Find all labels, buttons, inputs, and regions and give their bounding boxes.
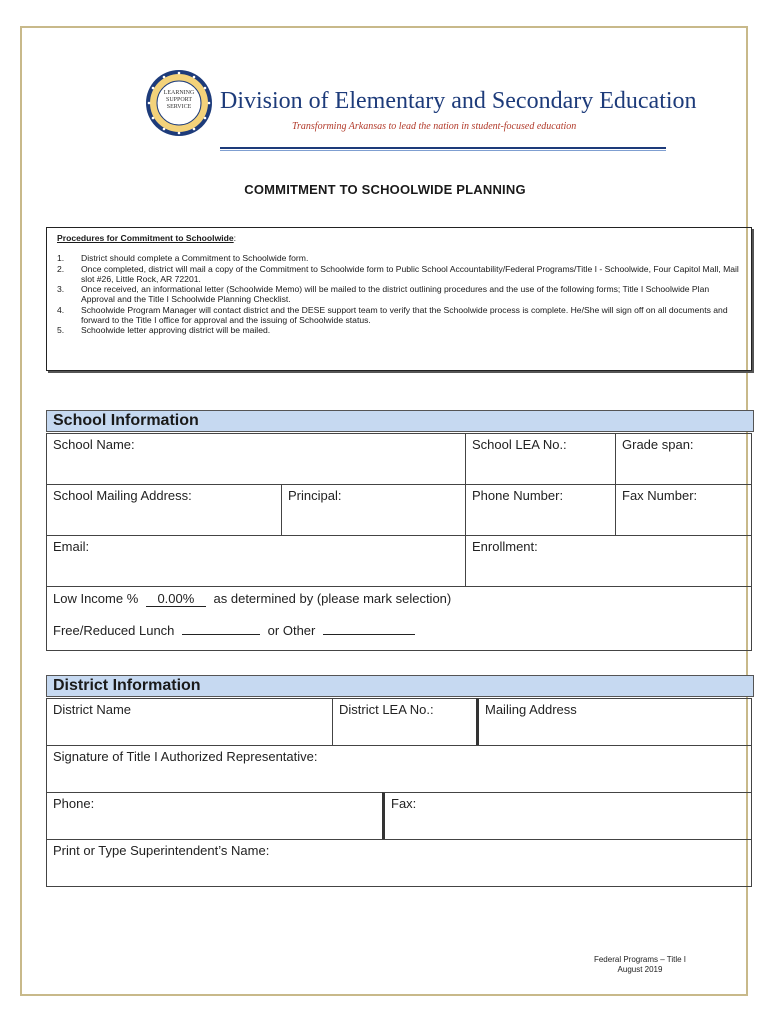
school-name-field[interactable]: School Name: — [46, 433, 466, 485]
list-item: 5. Schoolwide letter approving district will be mailed. — [57, 325, 271, 336]
principal-field[interactable]: Principal: — [281, 484, 466, 536]
page-footer — [560, 955, 720, 975]
footer-line-1: Federal Programs – Title I — [593, 955, 687, 964]
district-fax-field[interactable]: Fax: — [382, 792, 752, 840]
document-title: COMMITMENT TO SCHOOLWIDE PLANNING — [244, 182, 526, 197]
free-reduced-lunch-label: Free/Reduced Lunch — [53, 623, 175, 638]
low-income-description: as determined by (please mark selection) — [213, 591, 452, 606]
list-item: 3. Once received, an informational letter (Schoolwide Memo) will be mailed to the district outlining procedures and the use of the following forms; Title I Schoolwide Plan Approval and the Title I Schoolwide Planning Checklist. — [57, 284, 710, 305]
footer-line-2: August 2019 — [617, 965, 663, 974]
school-mailing-address-field[interactable]: School Mailing Address: — [46, 484, 282, 536]
phone-number-field[interactable]: Phone Number: — [465, 484, 616, 536]
school-info-header: School Information — [46, 410, 754, 432]
school-lea-field[interactable]: School LEA No.: — [465, 433, 616, 485]
list-item: 1. District should complete a Commitment to Schoolwide form. — [57, 253, 309, 264]
procedures-list — [57, 253, 741, 335]
letterhead-rule — [220, 147, 666, 149]
signature-field[interactable]: Signature of Title I Authorized Representative: — [46, 745, 752, 793]
procedures-heading: Procedures for Commitment to Schoolwide — [57, 233, 234, 243]
other-input[interactable] — [323, 623, 415, 635]
enrollment-field[interactable]: Enrollment: — [465, 535, 752, 587]
procedures-box: Procedures for Commitment to Schoolwide: 1. District should complete a Commitment to Schoolwide form. 2. Once completed, district will mail a copy of the Commitment to Schoolwide form to Public School Accountability/Federal Programs/Title I - Schoolwide, Four Capitol Mall, Mail slot #26, Little Rock, AR 72201. 3. Once received, an informational letter (Schoolwide Memo) will be mailed to the district outlining procedures and the use of the following forms; Title I Schoolwide Plan Approval and the Title I Schoolwide Planning Checklist. 4. Schoolwide Program Manager will contact district and the DESE support team to verify that the Schoolwide process is complete. He/She will sign off on all documents and forward to the Title I office for approval and the issuing of Schoolwide status. 5. Schoolwide letter approving district will be mailed. — [46, 227, 752, 371]
list-item: 4. Schoolwide Program Manager will contact district and the DESE support team to verify that the Schoolwide process is complete. He/She will sign off on all documents and forward to the Title I office for approval and the issuing of Schoolwide status. — [57, 304, 728, 326]
district-info-header: District Information — [46, 675, 754, 697]
division-tagline: Transforming Arkansas to lead the nation in student-focused education — [292, 121, 577, 132]
superintendent-name-field[interactable]: Print or Type Superintendent’s Name: — [46, 839, 752, 887]
fax-number-field[interactable]: Fax Number: — [615, 484, 752, 536]
letterhead-rule-thin — [220, 150, 666, 151]
district-name-field[interactable]: District Name — [46, 698, 333, 746]
district-lea-field[interactable]: District LEA No.: — [332, 698, 477, 746]
district-phone-field[interactable]: Phone: — [46, 792, 383, 840]
letterhead — [144, 68, 697, 158]
seal-text: LEARNING SUPPORT SERVICE — [163, 90, 195, 110]
low-income-input[interactable]: 0.00% — [146, 591, 206, 607]
list-item: 2. Once completed, district will mail a copy of the Commitment to Schoolwide form to Public School Accountability/Federal Programs/Title I - Schoolwide, Four Capitol Mall, Mail slot #26, Little Rock, AR 72201. — [57, 263, 739, 284]
district-mailing-address-field[interactable]: Mailing Address — [476, 698, 752, 746]
low-income-section — [46, 586, 752, 651]
division-title: Division of Elementary and Secondary Education — [220, 88, 697, 114]
grade-span-field[interactable]: Grade span: — [615, 433, 752, 485]
email-field[interactable]: Email: — [46, 535, 466, 587]
free-reduced-lunch-input[interactable] — [182, 623, 260, 635]
or-other-label: or Other — [267, 623, 316, 638]
low-income-label: Low Income % — [53, 591, 139, 606]
